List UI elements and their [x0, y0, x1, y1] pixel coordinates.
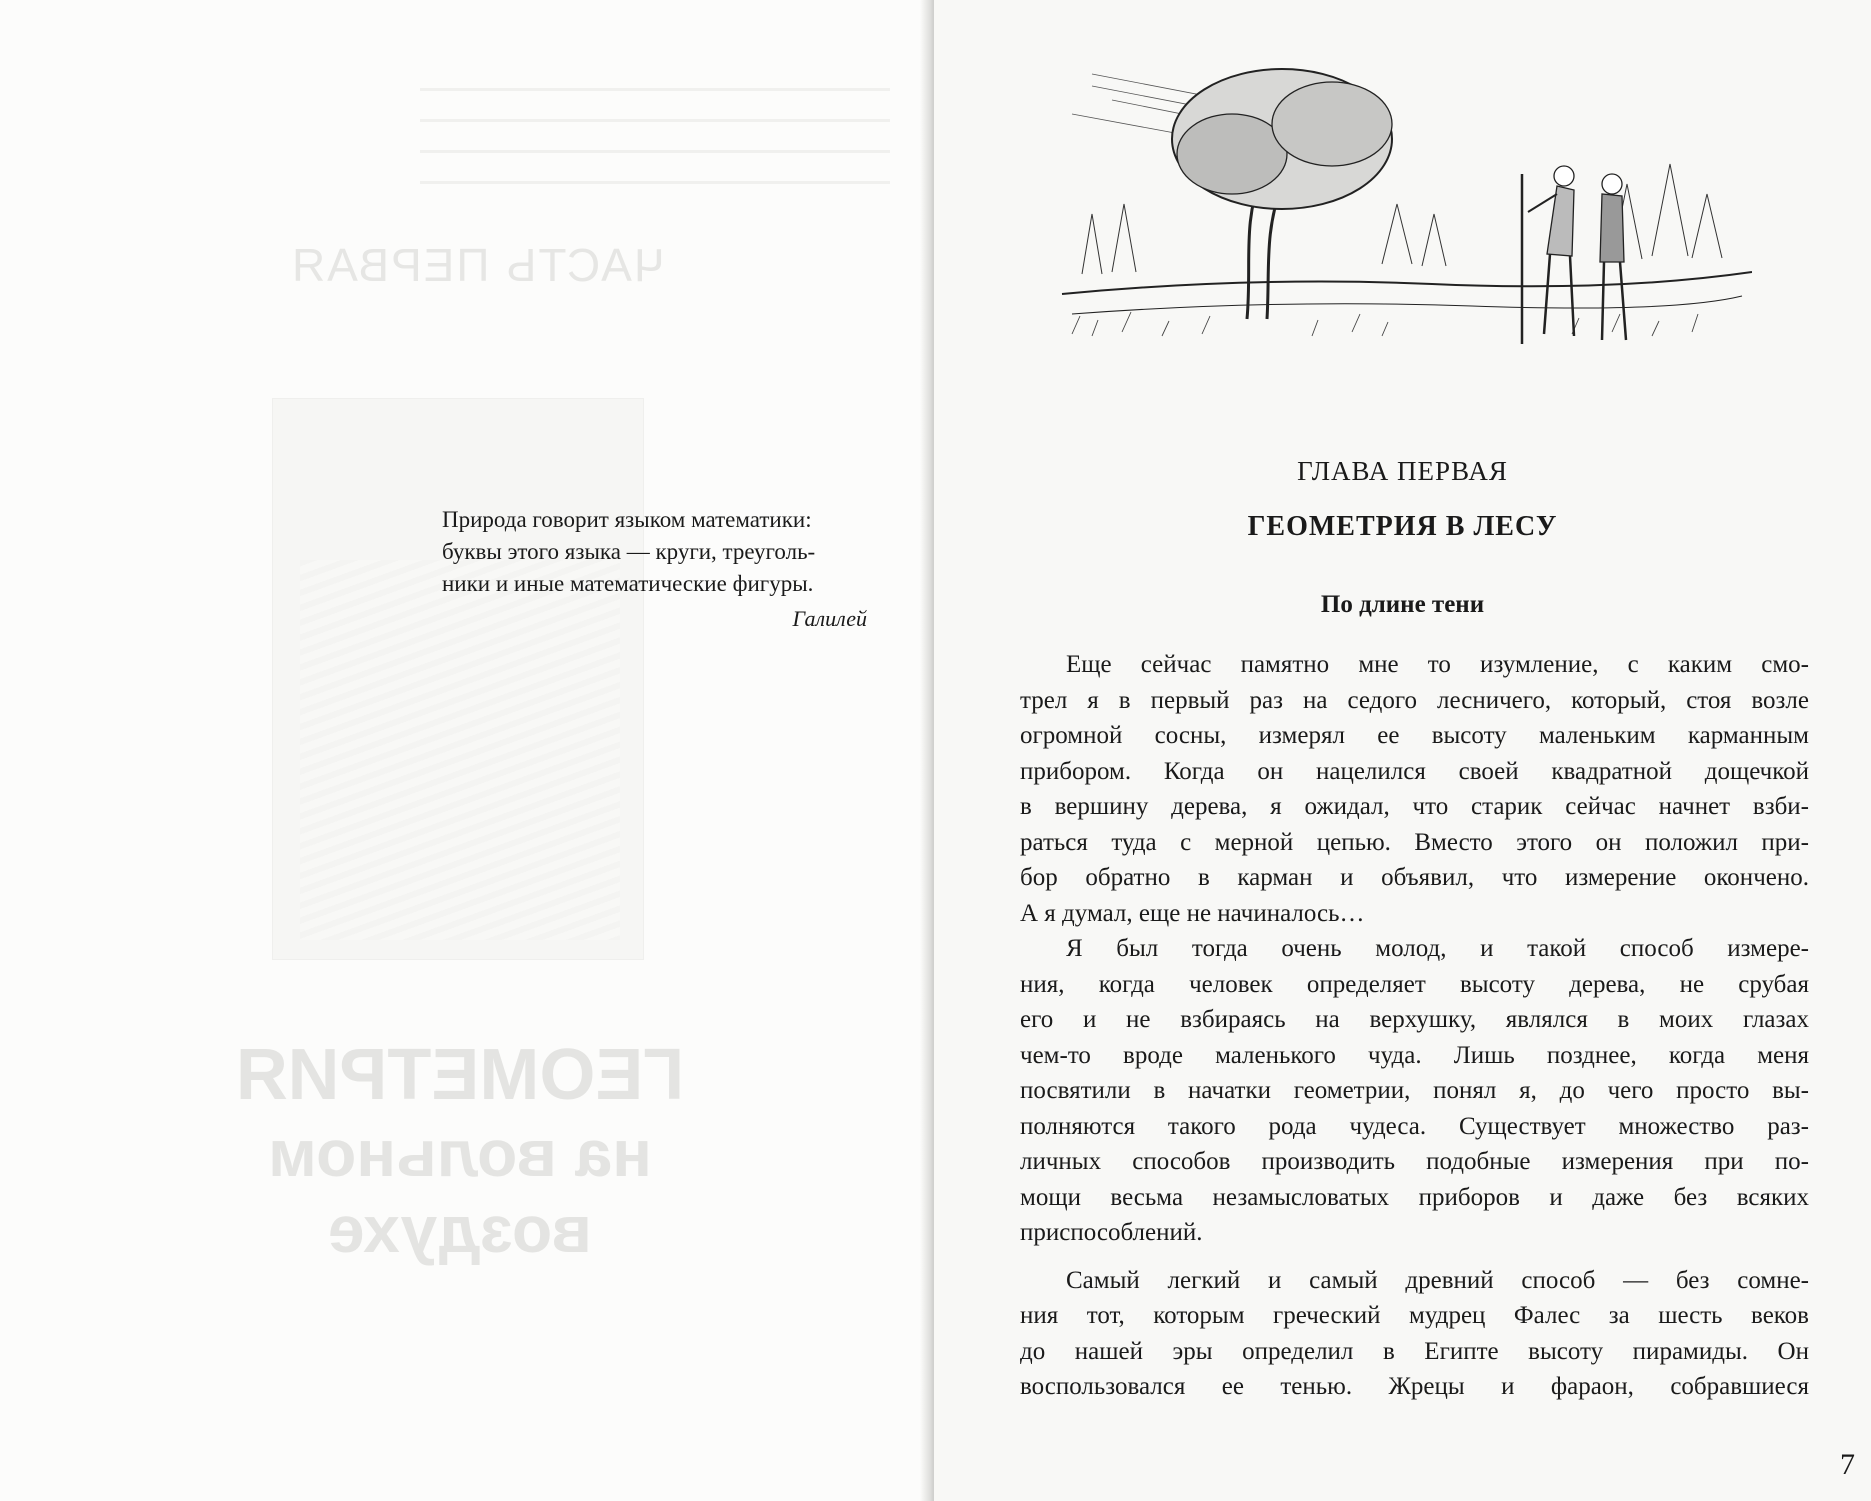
body-text — [1020, 647, 1809, 1405]
epigraph-line: буквы этого языка — круги, треуголь- — [442, 539, 816, 564]
text-line: А я думал, еще не начиналось… — [1020, 899, 1365, 927]
chapter-title: ГЕОМЕТРИЯ В ЛЕСУ — [1247, 511, 1558, 542]
text-line: прибором. Когда он нацелился своей квадратной дощечкой — [1020, 757, 1809, 785]
chapter-label: ГЛАВА ПЕРВАЯ — [1297, 456, 1508, 486]
text-line: Самый легкий и самый древний способ — без сомне- — [1066, 1266, 1809, 1294]
text-line: личных способов производить подобные измерения при по- — [1020, 1148, 1809, 1175]
text-line: посвятили в начатки геометрии, понял я, до чего просто вы- — [1020, 1077, 1809, 1104]
paragraph — [1020, 1263, 1809, 1405]
epigraph — [442, 504, 872, 600]
text-line: воспользовался ее тенью. Жрецы и фараон, собравшиеся — [1020, 1373, 1809, 1400]
paragraph — [1020, 931, 1809, 1251]
text-line: ния тот, которым греческий мудрец Фалес за шесть веков — [1020, 1302, 1809, 1329]
text-line: полняются такого рода чудеса. Существует множество раз- — [1020, 1112, 1809, 1140]
page-number: 7 — [1840, 1448, 1855, 1481]
text-line: раться туда с мерной цепью. Вместо этого он положил при- — [1020, 828, 1809, 856]
epigraph-line: Природа говорит языком математики: — [442, 507, 812, 532]
right-page — [934, 0, 1871, 1501]
epigraph-line: ники и иные математические фигуры. — [442, 571, 814, 596]
left-page — [0, 0, 928, 1501]
paragraph — [1020, 647, 1809, 931]
text-line: ния, когда человек определяет высоту дерева, не срубая — [1020, 970, 1809, 998]
text-line: до нашей эры определил в Египте высоту пирамиды. Он — [1020, 1337, 1809, 1365]
epigraph-author: Галилей — [792, 606, 867, 631]
text-line: его и не взбираясь на верхушку, являлся в моих глазах — [1020, 1006, 1809, 1033]
text-line: в вершину дерева, я ожидал, что старик сейчас начнет взби- — [1020, 793, 1809, 820]
show-through-book-title: ГЕОМЕТРИЯ на вольном воздухе — [235, 1035, 685, 1266]
text-line: бор обратно в карман и объявил, что измерение окончено. — [1020, 864, 1809, 891]
show-through-part-heading: ЧАСТЬ ПЕРВАЯ — [290, 239, 665, 291]
text-line: приспособлений. — [1020, 1219, 1203, 1246]
text-line: Еще сейчас памятно мне то изумление, с каким смо- — [1066, 651, 1809, 678]
text-line: Я был тогда очень молод, и такой способ измере- — [1066, 935, 1809, 962]
forest-surveyors-illustration — [1052, 44, 1752, 364]
text-line: мощи весьма незамысловатых приборов и даже без всяких — [1020, 1183, 1809, 1211]
text-line: чем-то вроде маленького чуда. Лишь позднее, когда меня — [1020, 1041, 1809, 1069]
text-line: трел я в первый раз на седого лесничего, который, стоя возле — [1020, 686, 1809, 714]
text-line: огромной сосны, измерял ее высоту маленьким карманным — [1020, 722, 1809, 749]
show-through-text — [420, 60, 890, 210]
section-title: По длине тени — [1320, 591, 1485, 618]
